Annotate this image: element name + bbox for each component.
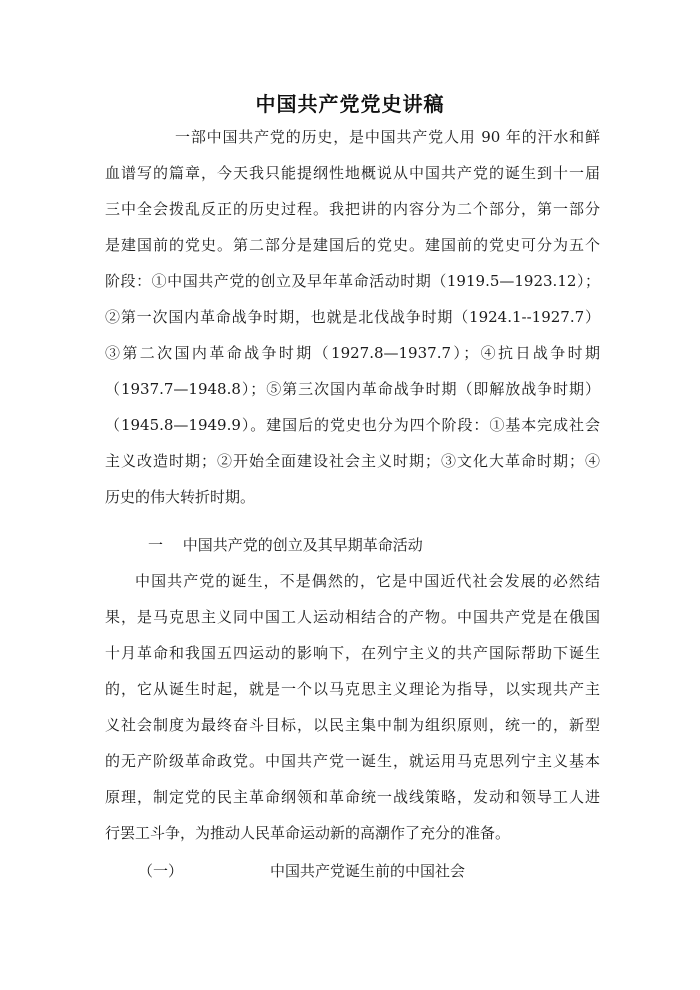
subsection-number: （一） bbox=[138, 862, 184, 880]
intro-line: 是建国前的党史。第二部分是建国后的党史。建国前的党史可分为五个 bbox=[105, 236, 600, 254]
section-title: 中国共产党的创立及其早期革命活动 bbox=[182, 536, 423, 554]
subsection-title: 中国共产党诞生前的中国社会 bbox=[270, 862, 466, 880]
body-line: 义社会制度为最终奋斗目标，以民主集中制为组织原则，统一的，新型 bbox=[105, 716, 600, 734]
body-line: 果，是马克思主义同中国工人运动相结合的产物。中国共产党是在俄国 bbox=[105, 608, 600, 626]
intro-line: ②第一次国内革命战争时期，也就是北伐战争时期（1924.1--1927.7） bbox=[105, 308, 600, 326]
intro-line: ③第二次国内革命战争时期（1927.8—1937.7）；④抗日战争时期 bbox=[105, 344, 600, 362]
intro-line: 一部中国共产党的历史，是中国共产党人用 90 年的汗水和鲜 bbox=[175, 128, 600, 146]
section-heading bbox=[148, 534, 423, 556]
intro-line: 主义改造时期；②开始全面建设社会主义时期；③文化大革命时期；④ bbox=[105, 452, 600, 470]
body-line: 十月革命和我国五四运动的影响下，在列宁主义的共产国际帮助下诞生 bbox=[105, 644, 600, 662]
body-line: 中国共产党的诞生，不是偶然的，它是中国近代社会发展的必然结 bbox=[135, 572, 600, 590]
intro-line: 三中全会拨乱反正的历史过程。我把讲的内容分为二个部分，第一部分 bbox=[105, 200, 600, 218]
intro-line: 阶段：①中国共产党的创立及早年革命活动时期（1919.5—1923.12）； bbox=[105, 272, 600, 290]
intro-line: 血谱写的篇章，今天我只能提纲性地概说从中国共产党的诞生到十一届 bbox=[105, 164, 600, 182]
page-title: 中国共产党党史讲稿 bbox=[255, 92, 445, 116]
body-line: 原理，制定党的民主革命纲领和革命统一战线策略，发动和领导工人进 bbox=[105, 788, 600, 806]
body-line: 行罢工斗争，为推动人民革命运动新的高潮作了充分的准备。 bbox=[105, 824, 511, 842]
intro-line: （1937.7—1948.8）；⑤第三次国内革命战争时期（即解放战争时期） bbox=[105, 380, 600, 398]
intro-line: 历史的伟大转折时期。 bbox=[105, 488, 256, 506]
body-line: 的无产阶级革命政党。中国共产党一诞生，就运用马克思列宁主义基本 bbox=[105, 752, 600, 770]
intro-line: （1945.8—1949.9）。建国后的党史也分为四个阶段：①基本完成社会 bbox=[105, 416, 600, 434]
body-line: 的，它从诞生时起，就是一个以马克思主义理论为指导，以实现共产主 bbox=[105, 680, 600, 698]
section-number: 一 bbox=[148, 536, 164, 554]
